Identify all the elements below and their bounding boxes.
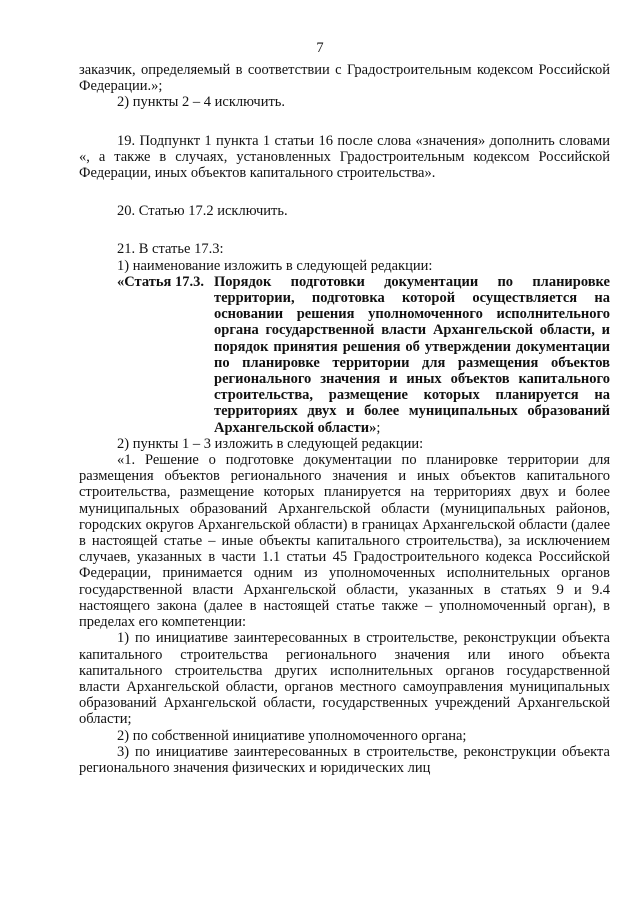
paragraph: 2) по собственной инициативе уполномоченного органа;	[117, 727, 467, 744]
article-title-tail: ;	[376, 419, 381, 436]
article-title-block	[214, 274, 610, 436]
article-number: «Статья 17.3.	[117, 273, 204, 290]
paragraph: заказчик, определяемый в соответствии с Градостроительным кодексом Российской Федерации.»;	[79, 62, 610, 95]
paragraph: 1) наименование изложить в следующей редакции:	[117, 257, 433, 274]
article-title: Порядок подготовки документации по планировке территории, подготовка которой осуществляется на основании решения уполномоченного исполнительного органа государственной власти Архангельской области, и порядок принятия решения об утверждении документации по планировке территории для размещения объектов регионального значения и иных объектов капитального строительства, размещение которых планируется на территориях двух и более муниципальных образований Архангельской области»	[214, 273, 610, 436]
paragraph: 3) по инициативе заинтересованных в строительстве, реконструкции объекта регионального значения физических и юридических лиц	[79, 743, 610, 776]
paragraph: 19. Подпункт 1 пункта 1 статьи 16 после слова «значения» дополнить словами «, а также в случаях, установленных Градостроительным кодексом Российской Федерации, иных объектов капитального строительства».	[79, 132, 610, 182]
paragraph: 20. Статью 17.2 исключить.	[117, 203, 288, 220]
paragraph: 21. В статье 17.3:	[117, 241, 224, 258]
document-body	[79, 62, 610, 776]
paragraph: 2) пункты 2 – 4 исключить.	[117, 94, 286, 111]
paragraph: «1. Решение о подготовке документации по планировке территории для размещения объектов регионального значения и иных объектов капитального строительства, размещение которых планируется на территориях двух и более муниципальных образований Архангельской области (муниципальных районов, городских округов Архангельской области) в границах Архангельской области (далее в настоящей статье – иные объекты капитального строительства), за исключением случаев, указанных в части 1.1 статьи 45 Градостроительного кодекса Российской Федерации, принимается одним из уполномоченных исполнительных органов государственной власти Архангельской области, указанных в статьях 9 и 9.4 настоящего закона (далее в настоящей статье также – уполномоченный орган), в пределах его компетенции:	[79, 452, 610, 631]
page-number: 7	[316, 40, 324, 56]
paragraph: 2) пункты 1 – 3 изложить в следующей редакции:	[117, 435, 424, 452]
article-heading	[117, 274, 610, 436]
paragraph: 1) по инициативе заинтересованных в строительстве, реконструкции объекта капитального строительства регионального значения или иного объекта капитального строительства других исполнительных органов государственной власти Архангельской области, органов местного самоуправления муниципальных образований Архангельской области, государственных учреждений Архангельской области;	[79, 630, 610, 728]
